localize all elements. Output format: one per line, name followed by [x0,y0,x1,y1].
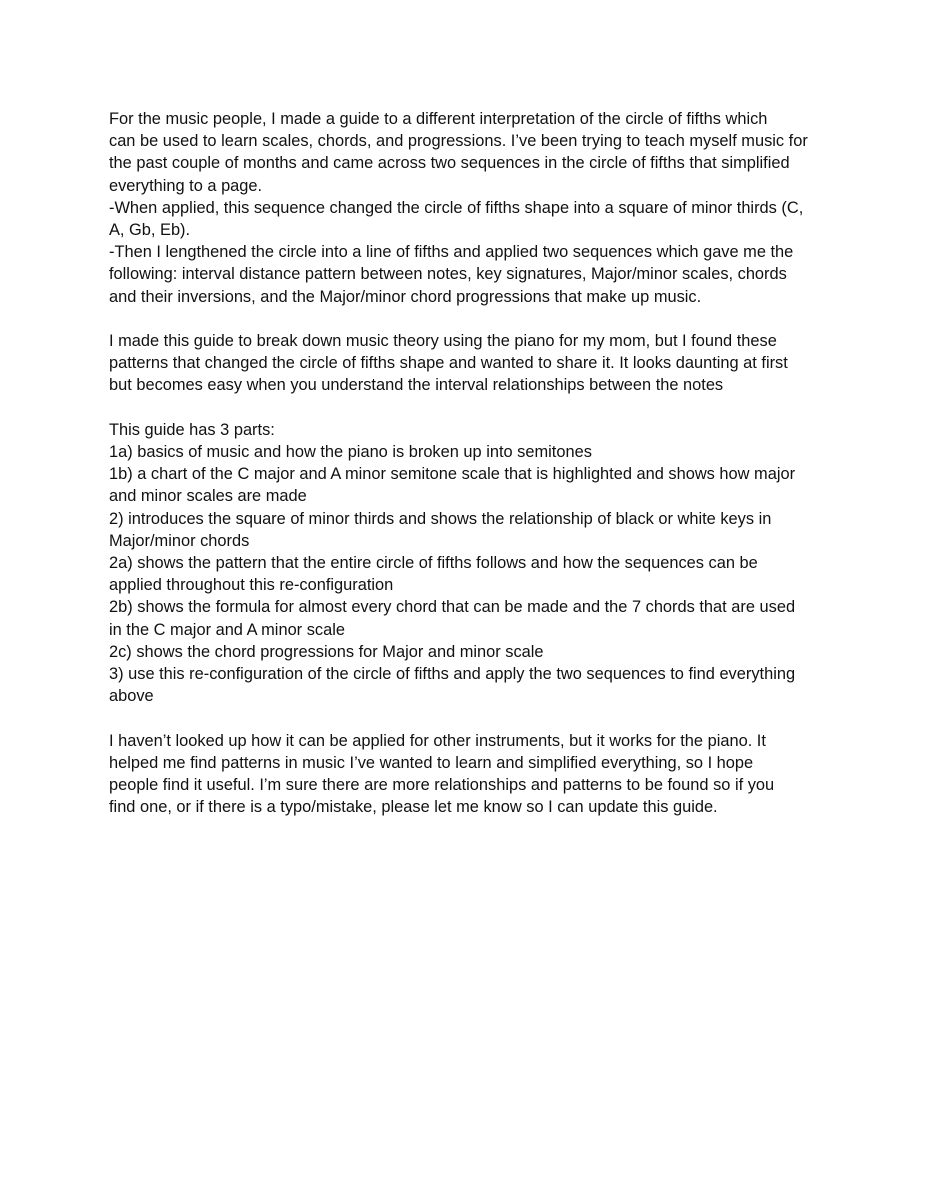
paragraph-gap [109,707,829,729]
paragraph-closing [109,730,829,819]
paragraph-gap [109,308,829,330]
text-line: helped me find patterns in music I’ve wanted to learn and simplified everything, so I hope [109,753,754,772]
text-line: A, Gb, Eb). [109,221,191,240]
text-line: 2) introduces the square of minor thirds and shows the relationship of black or white keys in [109,509,772,528]
text-line: in the C major and A minor scale [109,620,345,639]
text-line: applied throughout this re-configuration [109,576,394,595]
text-line: 1b) a chart of the C major and A minor semitone scale that is highlighted and shows how major [109,465,796,484]
paragraph-guide-parts [109,419,829,708]
text-line: 2b) shows the formula for almost every chord that can be made and the 7 chords that are used [109,598,796,617]
text-line: everything to a page. [109,176,263,195]
text-line: 2a) shows the pattern that the entire circle of fifths follows and how the sequences can be [109,554,758,573]
text-line: I haven’t looked up how it can be applied for other instruments, but it works for the piano. It [109,731,766,750]
text-line: following: interval distance pattern between notes, key signatures, Major/minor scales, chords [109,265,787,284]
text-line: -When applied, this sequence changed the circle of fifths shape into a square of minor thirds (C, [109,198,804,217]
text-line: and minor scales are made [109,487,307,506]
text-line: 3) use this re-configuration of the circle of fifths and apply the two sequences to find everything [109,665,796,684]
paragraph-purpose [109,330,829,397]
paragraph-gap [109,397,829,419]
text-line: I made this guide to break down music theory using the piano for my mom, but I found these [109,332,777,351]
text-line: patterns that changed the circle of fifths shape and wanted to share it. It looks daunting at first [109,354,788,373]
text-line: find one, or if there is a typo/mistake, please let me know so I can update this guide. [109,798,718,817]
document-body [109,108,829,818]
text-line: This guide has 3 parts: [109,420,275,439]
paragraph-intro [109,108,829,308]
text-line: but becomes easy when you understand the interval relationships between the notes [109,376,724,395]
text-line: -Then I lengthened the circle into a line of fifths and applied two sequences which gave me the [109,243,794,262]
text-line: and their inversions, and the Major/minor chord progressions that make up music. [109,287,702,306]
text-line: above [109,687,154,706]
text-line: 1a) basics of music and how the piano is broken up into semitones [109,443,592,462]
text-line: Major/minor chords [109,531,250,550]
text-line: people find it useful. I’m sure there are more relationships and patterns to be found so if you [109,776,775,795]
text-line: the past couple of months and came across two sequences in the circle of fifths that simplified [109,154,790,173]
text-line: 2c) shows the chord progressions for Major and minor scale [109,642,544,661]
text-line: For the music people, I made a guide to a different interpretation of the circle of fifths which [109,110,768,128]
text-line: can be used to learn scales, chords, and progressions. I’ve been trying to teach myself music for [109,132,808,151]
